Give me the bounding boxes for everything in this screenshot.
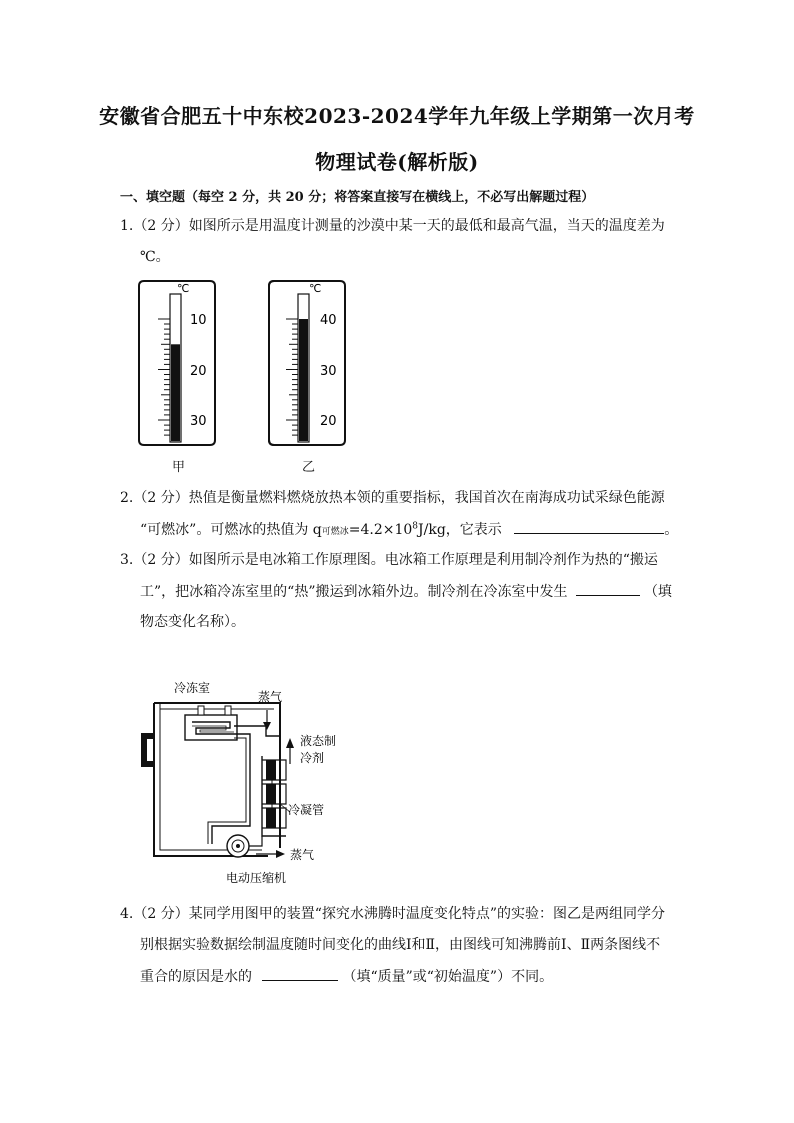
q4-answer-blank[interactable] bbox=[262, 966, 338, 981]
q2-line-1: 2.（2 分）热值是衡量燃料燃烧放热本领的重要指标，我国首次在南海成功试采绿色能源 bbox=[120, 490, 665, 506]
label-freezer: 冷冻室 bbox=[174, 681, 211, 695]
right-mercury-column bbox=[299, 319, 308, 441]
caption-yi: 乙 bbox=[302, 460, 316, 475]
q2-text-a: “可燃冰”。可燃冰的热值为 q bbox=[140, 522, 322, 538]
q4-text-b: （填“质量”或“初始温度”）不同。 bbox=[342, 969, 554, 985]
thermometer-right-svg bbox=[262, 278, 352, 478]
right-unit-label: ℃ bbox=[309, 282, 322, 295]
title-line-1: 安徽省合肥五十中东校2023-2024学年九年级上学期第一次月考 bbox=[99, 104, 695, 128]
label-liquid-2: 冷剂 bbox=[300, 751, 325, 765]
q2-text-c: J/kg，它表示 bbox=[418, 522, 502, 538]
label-liquid-1: 液态制 bbox=[300, 734, 337, 748]
q4-line-2: 别根据实验数据绘制温度随时间变化的曲线Ⅰ和Ⅱ，由图线可知沸腾前Ⅰ、Ⅱ两条图线不 bbox=[140, 937, 661, 953]
q3-line-1: 3.（2 分）如图所示是电冰箱工作原理图。电冰箱工作原理是利用制冷剂作为热的“搬运 bbox=[120, 552, 658, 568]
left-tick-label: 10 bbox=[190, 313, 207, 328]
q4-text-a: 重合的原因是水的 bbox=[140, 969, 252, 985]
q1-line-2: ℃。 bbox=[140, 249, 170, 265]
caption-jia: 甲 bbox=[172, 460, 186, 475]
q4-line-3 bbox=[140, 966, 553, 987]
refrigerator-diagram bbox=[140, 676, 360, 896]
q3-text-a: 工”，把冰箱冷冻室里的“热”搬运到冰箱外边。制冷剂在冷冻室中发生 bbox=[140, 584, 568, 600]
right-tick-label: 30 bbox=[320, 364, 337, 379]
label-compressor: 电动压缩机 bbox=[226, 871, 287, 885]
left-tick-label: 30 bbox=[190, 414, 207, 429]
left-tick-label: 20 bbox=[190, 364, 207, 379]
q1-line-1: 1.（2 分）如图所示是用温度计测量的沙漠中某一天的最低和最高气温，当天的温度差为 bbox=[120, 218, 665, 234]
q3-line-2 bbox=[140, 581, 672, 602]
q2-superscript: 8 bbox=[412, 521, 419, 532]
right-tick-label: 40 bbox=[320, 313, 337, 328]
label-condenser: 冷凝管 bbox=[288, 803, 325, 817]
right-tick-label: 20 bbox=[320, 414, 337, 429]
section-heading: 一、填空题（每空 2 分，共 20 分；将答案直接写在横线上，不必写出解题过程） bbox=[120, 190, 595, 205]
q2-line-2 bbox=[140, 519, 678, 542]
q4-line-1: 4.（2 分）某同学用图甲的装置“探究水沸腾时温度变化特点”的实验：图乙是两组同学分 bbox=[120, 906, 666, 922]
q2-text-end: 。 bbox=[664, 522, 679, 538]
label-vapor-bottom: 蒸气 bbox=[290, 848, 315, 862]
title-line-2: 物理试卷(解析版) bbox=[315, 150, 479, 174]
left-mercury-column bbox=[171, 344, 180, 441]
label-vapor-top: 蒸气 bbox=[258, 690, 283, 704]
q3-text-b: （填 bbox=[643, 584, 672, 600]
q3-answer-blank[interactable] bbox=[576, 581, 640, 596]
left-unit-label: ℃ bbox=[177, 282, 190, 295]
q3-line-3: 物态变化名称）。 bbox=[140, 614, 245, 630]
q2-text-b: =4.2×10 bbox=[348, 522, 413, 538]
q2-answer-blank[interactable] bbox=[514, 519, 664, 534]
thermometer-left bbox=[139, 281, 215, 445]
q2-subscript: 可燃冰 bbox=[321, 527, 349, 537]
